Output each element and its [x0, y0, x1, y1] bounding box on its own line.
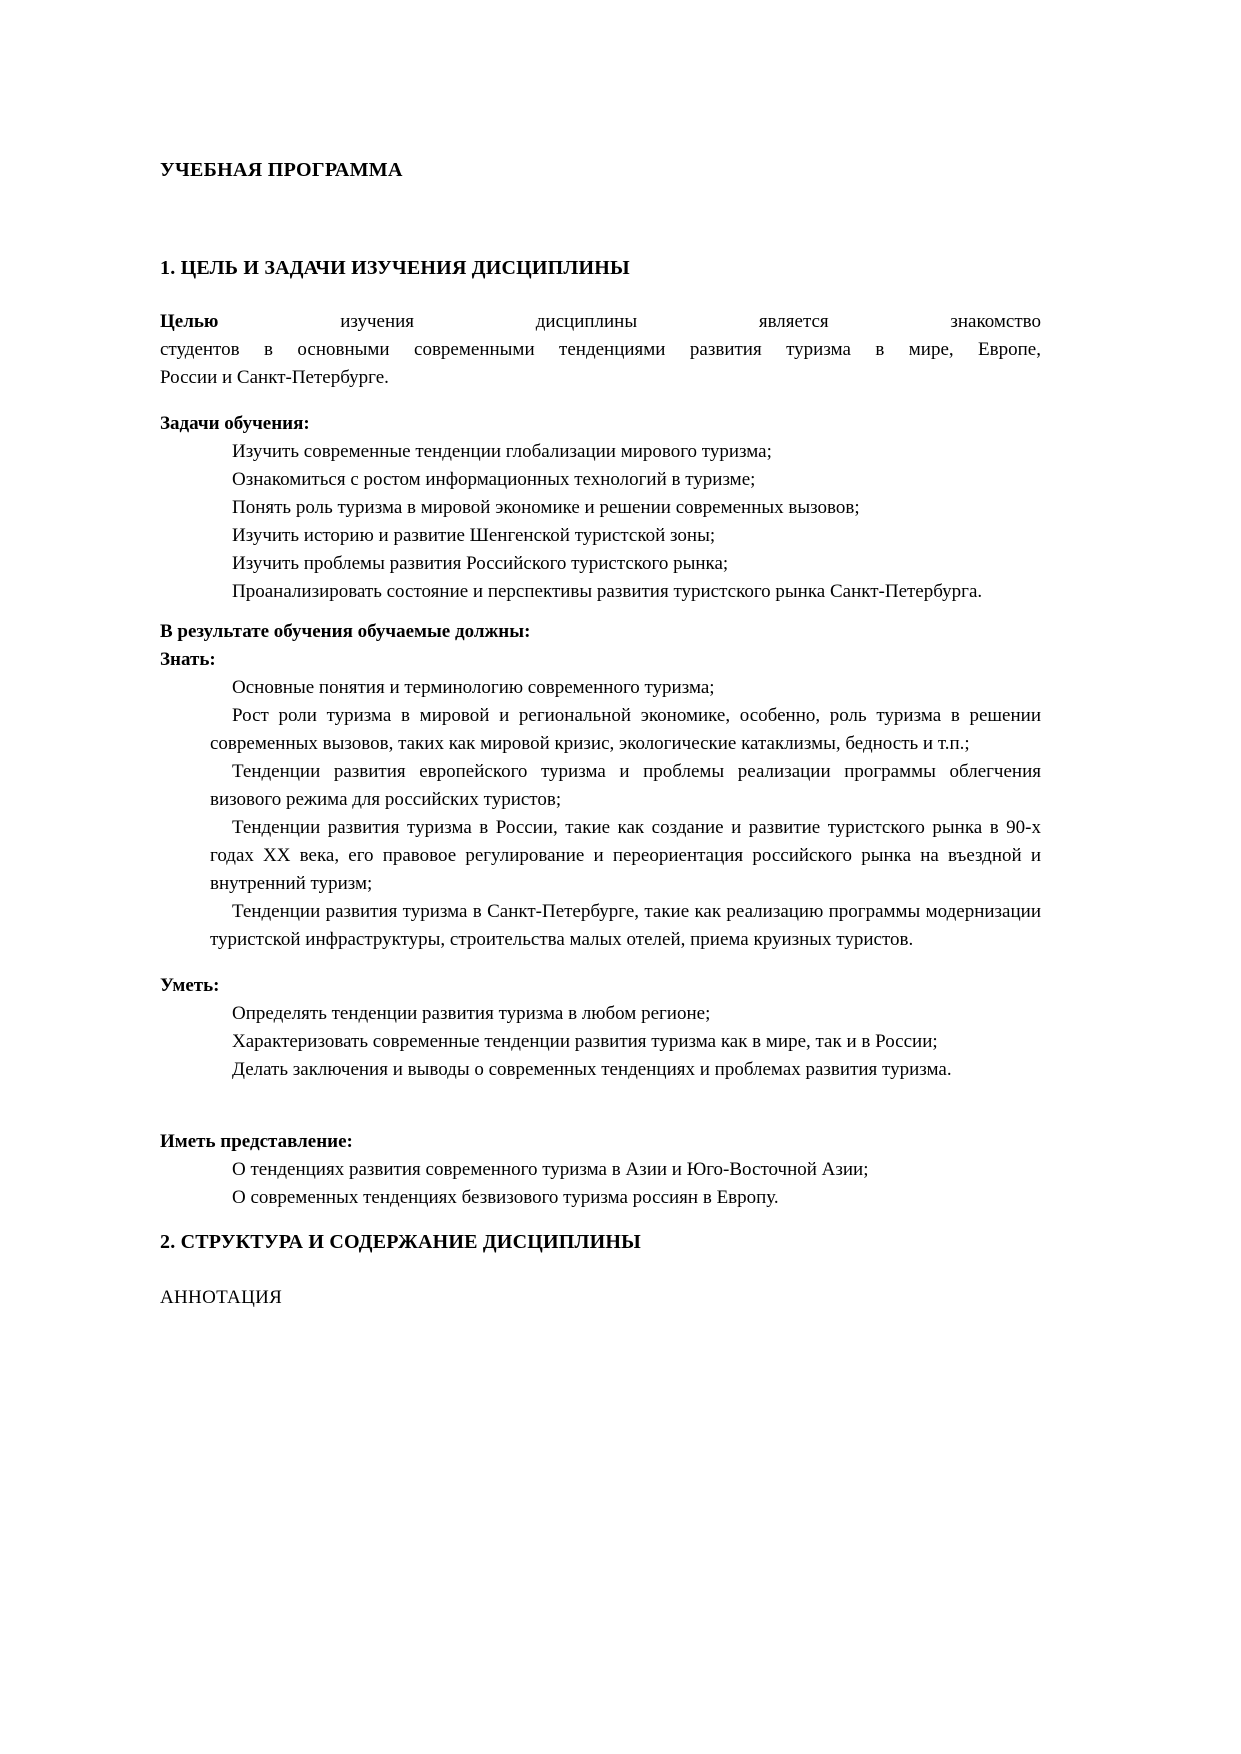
task-item: Понять роль туризма в мировой экономике и решении современных вызовов; [232, 497, 860, 518]
able-item: Характеризовать современные тенденции развития туризма как в мире, так и в России; [232, 1031, 938, 1052]
task-item: Изучить историю и развитие Шенгенской туристской зоны; [232, 525, 716, 546]
goal-lead-word: Целью [160, 311, 219, 332]
task-item: Ознакомиться с ростом информационных технологий в туризме; [232, 469, 756, 490]
know-item: Тенденции развития европейского туризма и проблемы реализации программы облегчения визового режима для российских туристов; [210, 761, 1041, 810]
goal-paragraph [160, 308, 1041, 392]
task-item: Проанализировать состояние и перспективы развития туристского рынка Санкт-Петербурга. [232, 581, 983, 602]
goal-line-1 [160, 308, 1041, 336]
able-item: Определять тенденции развития туризма в любом регионе; [232, 1003, 711, 1024]
know-item: Тенденции развития туризма в России, такие как создание и развитие туристского рынка в 90-х годах XX века, его правовое регулирование и переориентация российского рынка на въездной и внутренний туризм; [210, 817, 1041, 894]
able-heading: Уметь: [160, 975, 220, 996]
know-item: Рост роли туризма в мировой и региональной экономике, особенно, роль туризма в решении современных вызовов, таких как мировой кризис, экологические катаклизмы, бедность и т.п.; [210, 705, 1041, 754]
tasks-heading: Задачи обучения: [160, 413, 310, 434]
know-item: Тенденции развития туризма в Санкт-Петербурге, такие как реализацию программы модернизации туристской инфраструктуры, строительства малых отелей, приема круизных туристов. [210, 901, 1041, 950]
document-title: УЧЕБНАЯ ПРОГРАММА [160, 159, 403, 181]
goal-line-1-text: изучения дисциплины является знакомство [340, 311, 1041, 332]
know-heading: Знать: [160, 649, 216, 670]
aware-item: О современных тенденциях безвизового туризма россиян в Европу. [232, 1187, 779, 1208]
goal-line-2: студентов в основными современными тенденциями развития туризма в мире, Европе, [160, 339, 1041, 360]
section1-heading: 1. ЦЕЛЬ И ЗАДАЧИ ИЗУЧЕНИЯ ДИСЦИПЛИНЫ [160, 257, 630, 279]
annotation-label: АННОТАЦИЯ [160, 1287, 283, 1308]
aware-item: О тенденциях развития современного туризма в Азии и Юго-Восточной Азии; [232, 1159, 869, 1180]
goal-line-3: России и Санкт-Петербурге. [160, 367, 389, 388]
document-content [160, 156, 1041, 1312]
able-item: Делать заключения и выводы о современных тенденциях и проблемах развития туризма. [232, 1059, 952, 1080]
results-heading: В результате обучения обучаемые должны: [160, 621, 531, 642]
know-item: Основные понятия и терминологию современного туризма; [232, 677, 715, 698]
task-item: Изучить проблемы развития Российского туристского рынка; [232, 553, 729, 574]
task-item: Изучить современные тенденции глобализации мирового туризма; [232, 441, 772, 462]
section2-heading: 2. СТРУКТУРА И СОДЕРЖАНИЕ ДИСЦИПЛИНЫ [160, 1231, 641, 1253]
aware-heading: Иметь представление: [160, 1131, 353, 1152]
